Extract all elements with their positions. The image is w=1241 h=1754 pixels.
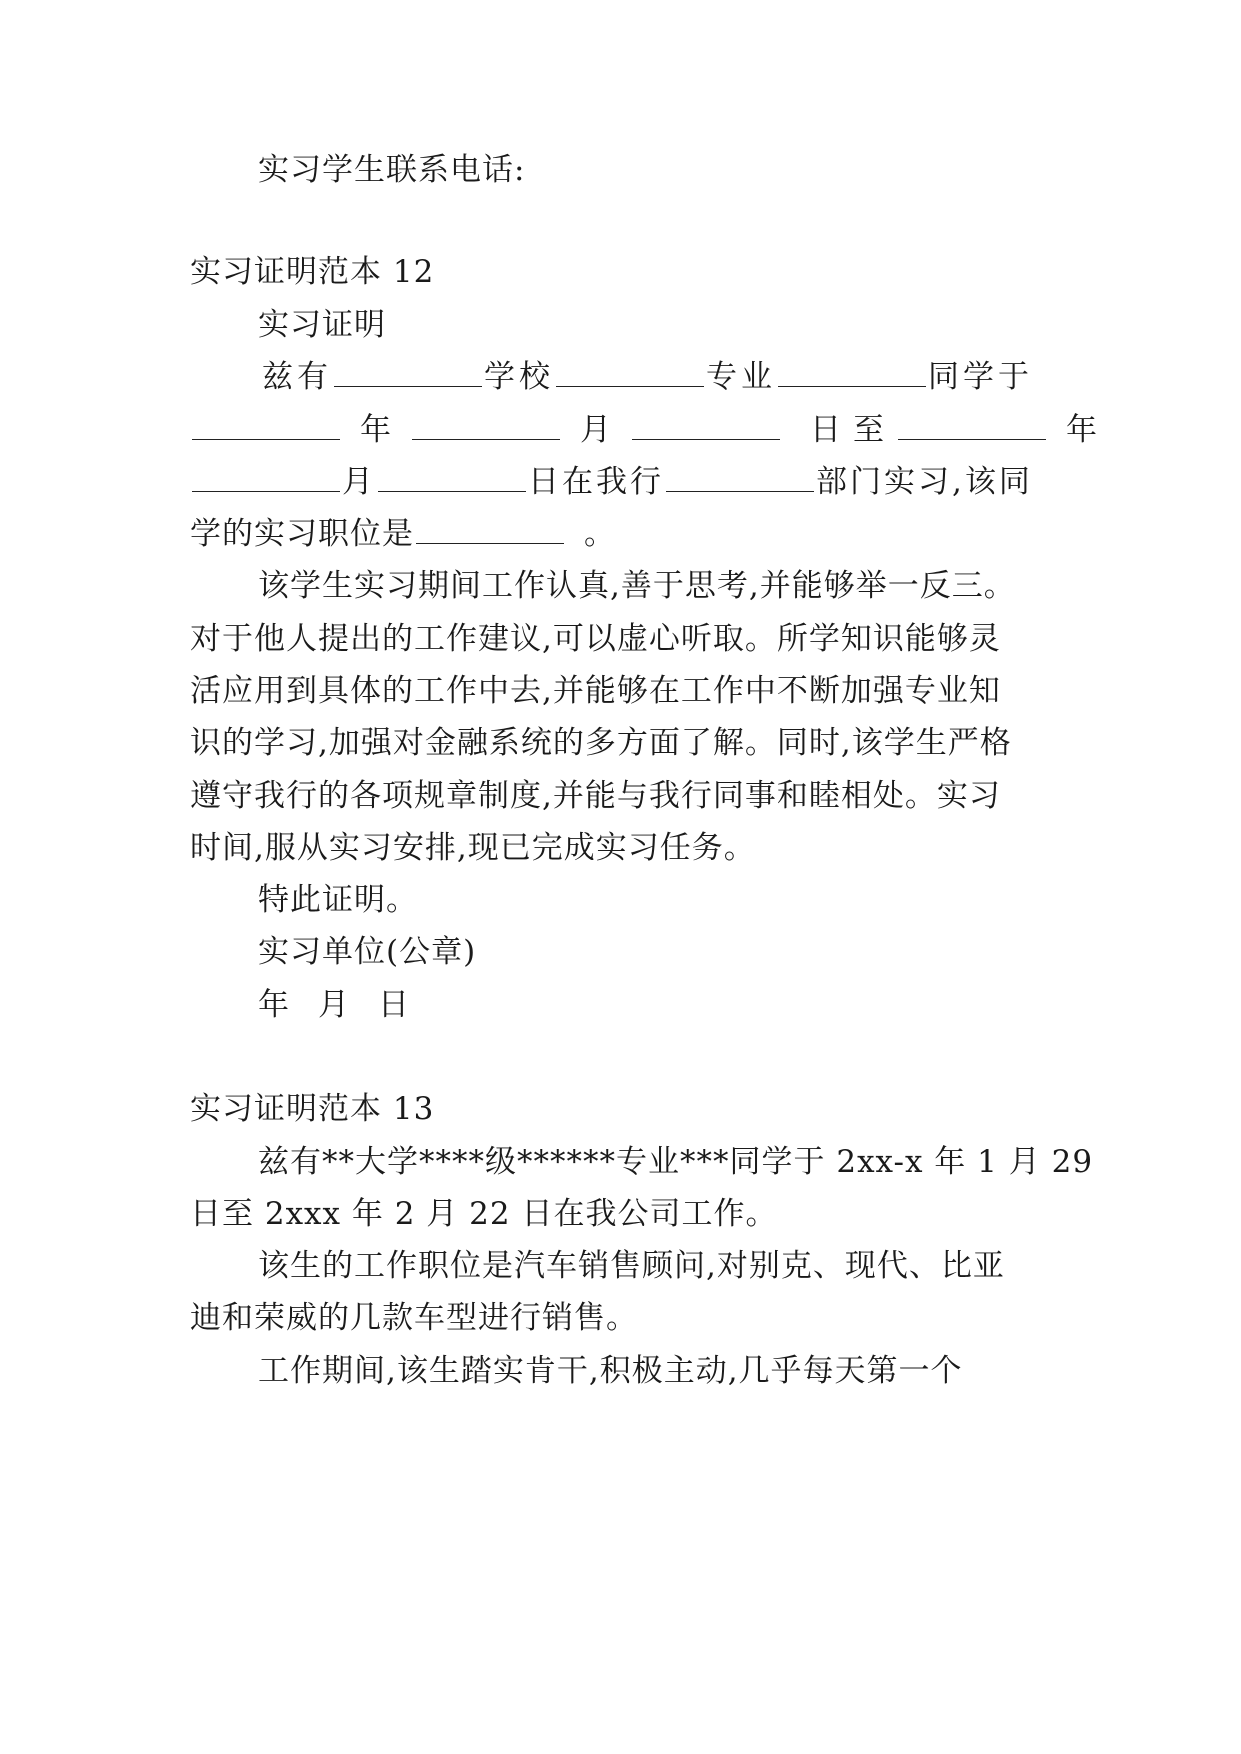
form-text: 年 (1066, 412, 1098, 448)
form-text: 。 (584, 516, 616, 552)
form-line-1 (262, 357, 1142, 397)
form-text: 同学于 (928, 359, 1033, 395)
form-text: 学的实习职位是 (190, 516, 414, 552)
end-year-blank (898, 411, 1046, 440)
body-line: 遵守我行的各项规章制度,并能与我行同事和睦相处。实习 (190, 778, 1001, 814)
date-year: 年 (258, 987, 290, 1023)
sample13-heading: 实习证明范本 13 (190, 1091, 435, 1127)
form-text: 月 (580, 412, 612, 448)
form-text: 日在我行 (528, 464, 664, 500)
form-line-4 (190, 514, 1070, 554)
school-blank (334, 358, 482, 387)
start-month-blank (412, 411, 560, 440)
form-text: 专业 (706, 359, 776, 395)
sample12-title: 实习证明 (258, 307, 386, 343)
phone-label: 实习学生联系电话: (258, 152, 526, 188)
body-line: 时间,服从实习安排,现已完成实习任务。 (190, 830, 756, 866)
end-month-blank (192, 463, 340, 492)
form-text: 部门实习,该同 (816, 464, 1033, 500)
body-line: 兹有**大学****级******专业***同学于 2xx-x 年 1 月 29 (258, 1144, 1094, 1180)
date-day: 日 (378, 987, 410, 1023)
seal-text: 实习单位(公章) (258, 934, 477, 970)
student-blank (778, 358, 926, 387)
body-line: 对于他人提出的工作建议,可以虚心听取。所学知识能够灵 (190, 621, 1001, 657)
dept-blank (666, 463, 814, 492)
body-line: 该生的工作职位是汽车销售顾问,对别克、现代、比亚 (258, 1248, 1005, 1284)
date-line (258, 985, 1070, 1025)
date-month: 月 (318, 987, 350, 1023)
sample12-heading: 实习证明范本 12 (190, 254, 435, 290)
major-blank (556, 358, 704, 387)
body-line: 工作期间,该生踏实肯干,积极主动,几乎每天第一个 (258, 1353, 963, 1389)
form-text: 日至 (810, 412, 896, 448)
closing-text: 特此证明。 (258, 882, 418, 918)
body-line: 日至 2xxx 年 2 月 22 日在我公司工作。 (190, 1196, 778, 1232)
body-line: 识的学习,加强对金融系统的多方面了解。同时,该学生严格 (190, 725, 1012, 761)
start-year-blank (192, 411, 340, 440)
form-text: 学校 (484, 359, 554, 395)
form-text: 年 (360, 412, 392, 448)
body-line: 该学生实习期间工作认真,善于思考,并能够举一反三。 (258, 568, 1016, 604)
form-line-2 (190, 410, 1098, 450)
body-line: 迪和荣威的几款车型进行销售。 (190, 1300, 638, 1336)
start-day-blank (632, 411, 780, 440)
form-line-3 (190, 462, 1070, 502)
end-day-blank (378, 463, 526, 492)
position-blank (416, 515, 564, 544)
form-text: 月 (342, 464, 376, 500)
form-text: 兹有 (262, 359, 332, 395)
body-line: 活应用到具体的工作中去,并能够在工作中不断加强专业知 (190, 673, 1001, 709)
